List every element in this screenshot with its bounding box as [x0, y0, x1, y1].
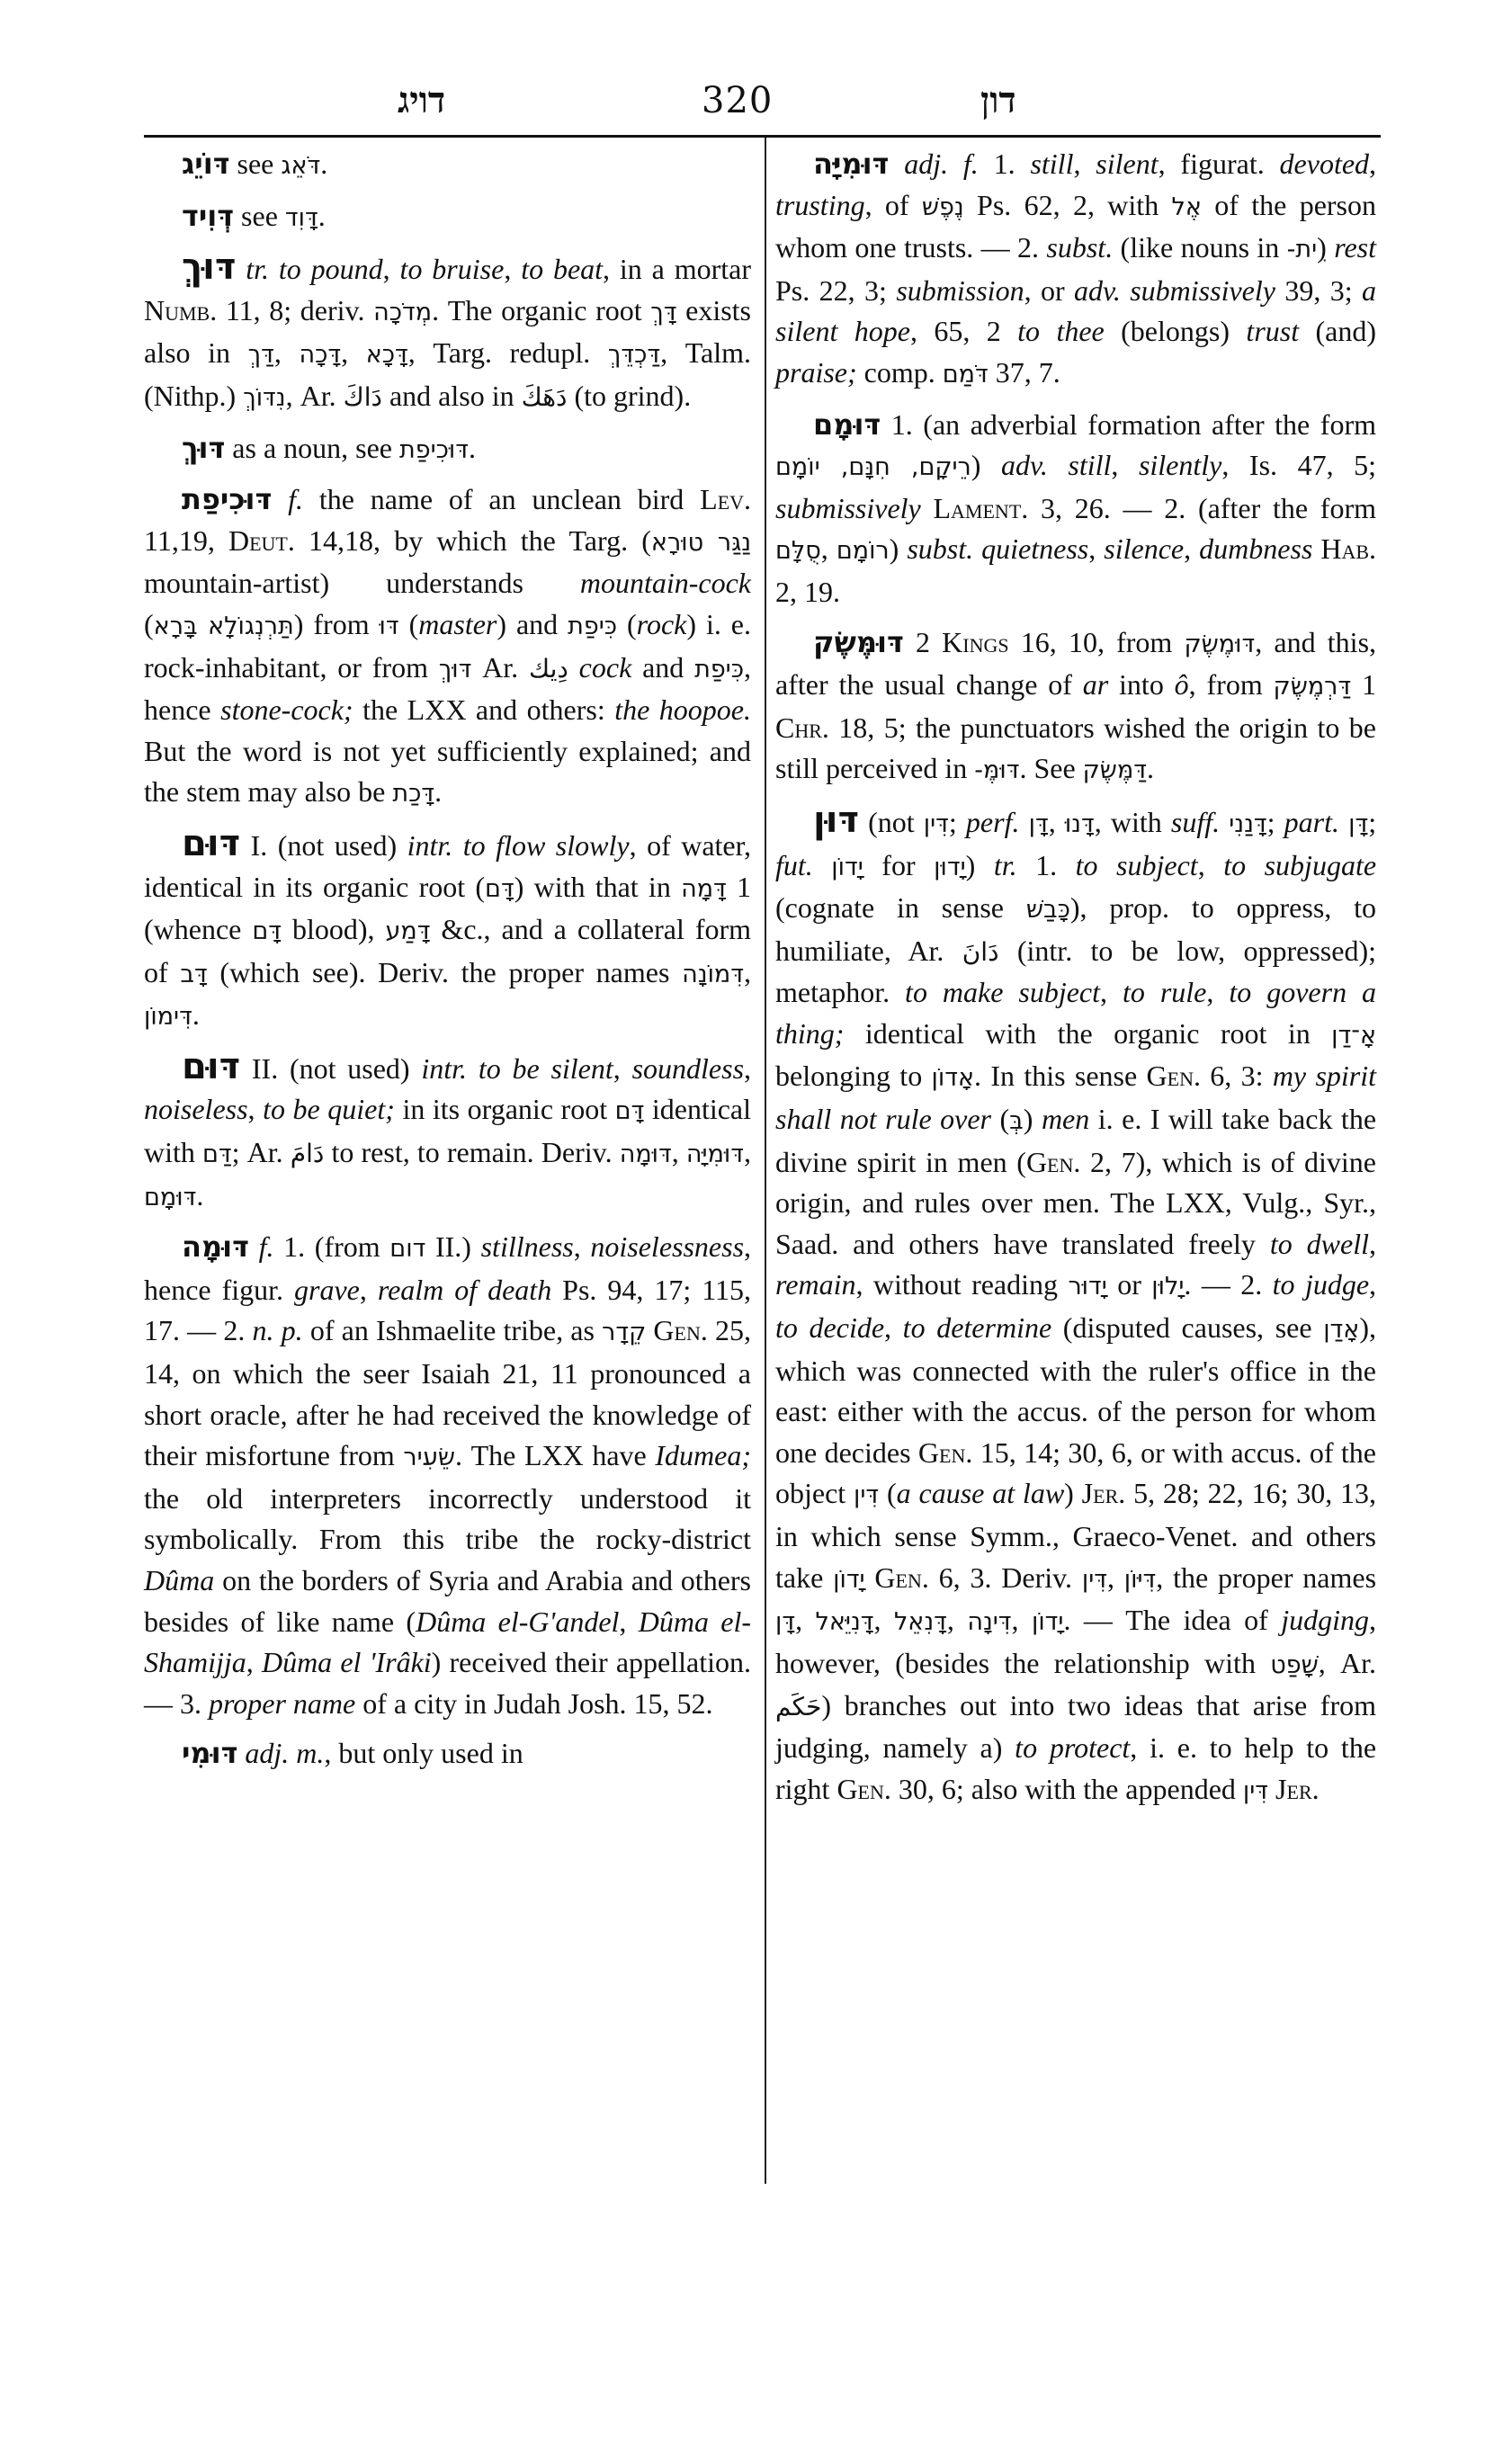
- italic-gloss: trusting: [775, 188, 865, 221]
- italic-gloss: n. p.: [252, 1314, 303, 1347]
- italic-gloss: to decide: [775, 1311, 885, 1345]
- italic-gloss: dumbness: [1199, 532, 1313, 566]
- italic-gloss: rock: [636, 607, 687, 640]
- italic-gloss: Dûma el-G'andel: [416, 1605, 620, 1638]
- hebrew-word: דָּן: [1028, 809, 1049, 838]
- hebrew-word: דַּרְמֶשֶׂק: [1273, 673, 1352, 702]
- entry-headword: דּוּם: [182, 822, 241, 864]
- book-reference: Gen.: [917, 1435, 973, 1469]
- italic-gloss: subst.: [1046, 231, 1114, 264]
- hebrew-word: יָדוֹן: [833, 1565, 865, 1594]
- dictionary-entry: דּוּךְ tr. to pound, to bruise, to beat, in a mortar Numb. 11, 8; deriv. מְדֹכָה. The organic root דָּךְ exists also in דַּךְ, דָּכָה, דָּכָא, Targ. redupl. דַּכְדֵּךְ, Talm. (Nithp.) נִדּוֹךְ, Ar. دَاكَ and also in دَهَكَ (to grind).: [144, 246, 752, 412]
- book-reference: Deut.: [228, 523, 295, 557]
- hebrew-word: יָלוּן: [1151, 1273, 1185, 1301]
- hebrew-word: דּוּמֶּ-: [974, 756, 1020, 785]
- arabic-word: دَامَ: [290, 1139, 325, 1169]
- italic-gloss: subst. quietness: [907, 532, 1089, 566]
- italic-gloss: master: [418, 607, 497, 640]
- hebrew-word: קֵדָר: [602, 1319, 647, 1347]
- italic-gloss: suff.: [1170, 805, 1221, 838]
- italic-gloss: adj. m.: [245, 1737, 325, 1770]
- italic-gloss: tr.: [993, 848, 1017, 881]
- left-column: [144, 144, 751, 1775]
- italic-gloss: adv. submissively: [1074, 273, 1275, 307]
- hebrew-word: ִית-: [1286, 236, 1318, 264]
- hebrew-word: דִּין: [1242, 1776, 1269, 1805]
- book-reference: Hab.: [1320, 532, 1377, 566]
- arabic-word: دَاكَ: [343, 381, 382, 412]
- hebrew-word: דָּם: [252, 917, 282, 946]
- running-head: [135, 74, 1385, 128]
- italic-gloss: to thee: [1017, 315, 1105, 348]
- arabic-word: حَكَم: [775, 1692, 822, 1722]
- hebrew-word: יָדוּר: [1068, 1273, 1107, 1301]
- hebrew-word: דִּינָה: [967, 1608, 1012, 1637]
- italic-gloss: stone-cock;: [220, 693, 353, 727]
- entry-headword: דּוּכִיפַת: [182, 482, 273, 517]
- hebrew-word: דִּיּוֹן: [1123, 1565, 1157, 1594]
- italic-gloss: fut.: [775, 848, 813, 881]
- hebrew-word: דָּנַנִי: [1229, 809, 1267, 838]
- italic-gloss: still: [1030, 148, 1074, 180]
- italic-gloss: to subject: [1075, 848, 1198, 881]
- hebrew-word: דּוּמָה: [619, 1140, 672, 1169]
- hebrew-word: דּוּמִיָּה: [685, 1140, 745, 1169]
- hebrew-word: דָּוִד: [284, 203, 318, 232]
- hebrew-word: דּוּךְ: [438, 655, 472, 684]
- book-reference: Chr.: [775, 711, 829, 744]
- hebrew-word: יָדוּן: [934, 853, 966, 881]
- hebrew-word: אָ־דַן: [1331, 1021, 1376, 1050]
- hebrew-word: דֹּאֵג: [281, 152, 321, 180]
- italic-gloss: to dwell: [1269, 1227, 1370, 1260]
- italic-gloss: adv. still: [1001, 449, 1112, 482]
- italic-gloss: submissively: [775, 491, 921, 524]
- hebrew-word: כִּיפַת: [568, 612, 618, 640]
- hebrew-word: דּוּכִיפַת: [399, 435, 470, 464]
- book-reference: Gen.: [837, 1772, 891, 1805]
- entry-headword: דּוּמִי: [182, 1736, 238, 1771]
- book-reference: Gen.: [1146, 1060, 1201, 1093]
- book-reference: Jer.: [1081, 1477, 1126, 1510]
- hebrew-word: יָדוֹן: [1031, 1608, 1064, 1637]
- hebrew-word: דָּכָה: [299, 341, 342, 370]
- italic-gloss: trust: [1246, 315, 1300, 348]
- italic-gloss: submission: [896, 273, 1024, 307]
- entry-headword: דּוּךְ: [182, 430, 226, 465]
- hebrew-word: דַּמֶּשֶׂק: [1082, 756, 1148, 785]
- hebrew-word: כָּבַשׁ: [1025, 896, 1070, 925]
- arabic-word: دَانَ: [962, 936, 999, 967]
- italic-gloss: f.: [288, 483, 303, 516]
- entry-headword: דּוֹיֵג: [182, 147, 230, 181]
- hebrew-word: דִּמוֹנָה: [682, 960, 745, 988]
- hebrew-word: דּוּמֶשֶׂק: [1184, 630, 1256, 658]
- hebrew-word: דִּין: [854, 1481, 880, 1510]
- running-head-right-word: דון: [980, 79, 1016, 121]
- italic-gloss: to protect: [1015, 1730, 1131, 1764]
- hebrew-word: דָּם: [485, 874, 514, 903]
- hebrew-word: סֻלָּם: [775, 537, 821, 566]
- hebrew-word: רֵיקָם, חִנָּם, יוֹמָם: [775, 453, 971, 482]
- italic-gloss: Dûma: [144, 1564, 215, 1596]
- dictionary-entry: דּוֹיֵג see דֹּאֵג.: [182, 147, 328, 181]
- italic-gloss: proper name: [209, 1686, 356, 1720]
- hebrew-word: אָדוֹן: [931, 1064, 975, 1093]
- right-column: [775, 144, 1376, 1811]
- dictionary-entry: דּוּמִי adj. m., but only used in: [182, 1736, 523, 1771]
- arabic-word: دِيك: [528, 653, 568, 684]
- hebrew-word: דָּם: [614, 1097, 645, 1126]
- italic-gloss: part.: [1284, 805, 1339, 838]
- dictionary-entry: דּוּם II. (not used) intr. to be silent, soundless, noiseless, to be quiet; in its organic root דָּם identical with דַּם; Ar. دَامَ to rest, to remain. Deriv. דּוּמָה, דּוּמִיָּה, דּוּמָם.: [144, 1045, 752, 1212]
- hebrew-word: אָדַן: [1323, 1316, 1360, 1345]
- hebrew-word: דֹּמַם: [942, 360, 989, 389]
- hebrew-word: דִּין: [923, 809, 949, 838]
- italic-gloss: a cause at law: [896, 1477, 1065, 1510]
- arabic-word: دَهَكَ: [521, 381, 568, 412]
- entry-headword: דּוּן: [813, 799, 859, 841]
- dictionary-entry: דּוּמֶּשֶׂק 2 Kings 16, 10, from דּוּמֶשֶׂק, and this, after the usual change of ar into ô, from דַּרְמֶשֶׂק 1 Chr. 18, 5; the punctuators wished the origin to be still perceived in דּוּמֶּ-. See דַּמֶּשֶׂק.: [775, 624, 1377, 785]
- entry-headword: דּוּמָה: [182, 1229, 249, 1265]
- hebrew-word: דַּם: [202, 1140, 232, 1169]
- italic-gloss: silence: [1104, 532, 1185, 566]
- italic-gloss: tr. to pound: [246, 253, 383, 286]
- italic-gloss: f.: [258, 1230, 274, 1264]
- hebrew-word: דָּנִאֵל: [893, 1608, 947, 1637]
- book-reference: Gen.: [874, 1560, 929, 1594]
- italic-gloss: ar: [1082, 668, 1109, 702]
- dictionary-entry: דּוּמָם 1. (an adverbial formation after the form רֵיקָם, חִנָּם, יוֹמָם) adv. still, silently, Is. 47, 5; submissively Lament. 3, 26. — 2. (after the form סֻלָּם, רוֹמָם) subst. quietness, silence, dumbness Hab. 2, 19.: [775, 407, 1377, 608]
- italic-gloss: realm of death: [377, 1273, 552, 1306]
- hebrew-word: בְּ: [1009, 1107, 1024, 1136]
- hebrew-word: יָדוֹן: [831, 853, 863, 881]
- italic-gloss: stillness: [480, 1230, 574, 1264]
- hebrew-word: שֵׂעִיר: [403, 1444, 455, 1472]
- book-reference: Gen.: [653, 1314, 708, 1347]
- dictionary-entry: דּוּמָה f. 1. (from דום II.) stillness, noiselessness, hence figur. grave, realm of death Ps. 94, 17; 115, 17. — 2. n. p. of an Ishmaelite tribe, as קֵדָר Gen. 25, 14, on which the seer Isaiah 21, 11 pronounced a short oracle, after he had received the knowledge of their misfortune from שֵׂעִיר. The LXX have Idumea; the old interpreters incorrectly understood it symbolically. From this tribe the rocky-district Dûma on the borders of Syria and Arabia and others besides of like name (Dûma el-G'andel, Dûma el-Shamijja, Dûma el 'Irâki) received their appellation. — 3. proper name of a city in Judah Josh. 15, 52.: [144, 1229, 752, 1720]
- italic-gloss: perf.: [965, 805, 1020, 838]
- italic-gloss: cock: [578, 650, 632, 684]
- italic-gloss: judging: [1281, 1604, 1370, 1637]
- italic-gloss: to determine: [902, 1311, 1052, 1345]
- hebrew-word: תַּרְנְגוֹלָא בָּרָא: [153, 612, 294, 640]
- hebrew-word: דום: [389, 1235, 426, 1264]
- italic-gloss: noiseless: [144, 1093, 248, 1126]
- italic-gloss: to rule: [1122, 976, 1207, 1009]
- italic-gloss: praise;: [775, 355, 857, 389]
- hebrew-word: דָּךְ: [650, 298, 677, 326]
- hebrew-word: דָּמַע: [385, 917, 431, 946]
- hebrew-word: אֶל: [1171, 192, 1202, 221]
- italic-gloss: to beat: [521, 253, 604, 286]
- dictionary-entry: דּוּךְ as a noun, see דּוּכִיפַת.: [182, 430, 477, 465]
- entry-headword: דּוּמִיָּה: [813, 147, 890, 181]
- italic-gloss: Idumea;: [655, 1439, 752, 1472]
- hebrew-word: דַּכְדֵּךְ: [607, 341, 661, 370]
- hebrew-word: נִדּוֹךְ: [243, 383, 286, 412]
- running-head-left-word: דויג: [398, 79, 446, 121]
- hebrew-word: דָּמָה: [681, 874, 727, 903]
- hebrew-word: שָׁפַט: [1270, 1650, 1319, 1679]
- hebrew-word: רוֹמָם: [836, 537, 890, 566]
- italic-gloss: my spirit shall not rule over: [775, 1060, 1377, 1136]
- italic-gloss: silent: [1096, 148, 1159, 180]
- italic-gloss: rest: [1334, 231, 1377, 264]
- entry-headword: דּוּמָם: [813, 407, 881, 442]
- book-reference: Gen.: [1025, 1145, 1081, 1178]
- italic-gloss: to judge: [1272, 1268, 1370, 1301]
- italic-gloss: noiselessness: [590, 1230, 745, 1264]
- italic-gloss: mountain-cock: [579, 567, 751, 600]
- hebrew-word: דָּכַת: [392, 780, 435, 809]
- italic-gloss: remain: [775, 1268, 856, 1301]
- italic-gloss: the hoopoe.: [614, 693, 752, 727]
- hebrew-word: דִּין: [1081, 1565, 1107, 1594]
- hebrew-word: דָּנִיֵּאל: [815, 1608, 874, 1637]
- dictionary-entry: דְּוִיד see דָּוִד.: [182, 198, 326, 233]
- italic-gloss: silently: [1138, 449, 1222, 482]
- hebrew-word: דּוּ: [379, 612, 399, 640]
- book-reference: Kings: [942, 625, 1009, 658]
- hebrew-word: מְדֹכָה: [373, 298, 433, 326]
- italic-gloss: to be quiet;: [263, 1093, 395, 1126]
- dictionary-entry: דּוּמִיָּה adj. f. 1. still, silent, figurat. devoted, trusting, of נֶפֶשׁ Ps. 62, 2, with אֶל of the person whom one trusts. — 2. subst. (like nouns in ִית-) rest Ps. 22, 3; submission, or adv. submissively 39, 3; a silent hope, 65, 2 to thee (belongs) trust (and) praise; comp. דֹּמַם 37, 7.: [775, 147, 1377, 389]
- italic-gloss: grave: [293, 1273, 360, 1306]
- entry-headword: דּוּם: [182, 1045, 241, 1087]
- hebrew-word: דִּימוֹן: [144, 1003, 192, 1032]
- book-reference: Jer.: [1275, 1772, 1320, 1805]
- italic-gloss: soundless: [631, 1051, 745, 1085]
- italic-gloss: intr. to flow slowly: [407, 828, 630, 862]
- hebrew-word: דָּב: [180, 960, 208, 988]
- italic-gloss: adj. f.: [904, 148, 979, 180]
- italic-gloss: intr. to be silent: [421, 1051, 613, 1085]
- column-divider: [765, 138, 766, 2184]
- italic-gloss: men: [1041, 1103, 1090, 1136]
- hebrew-word: כִּיפַת: [694, 655, 745, 684]
- italic-gloss: to subjugate: [1223, 848, 1377, 881]
- hebrew-word: דָּנוּ: [1064, 809, 1095, 838]
- dictionary-entry: דּוּם I. (not used) intr. to flow slowly, of water, identical in its organic root (דָּם) with that in דָּמָה 1 (whence דָּם blood), דָּמַע &c., and a collateral form of דָּב (which see). Deriv. the proper names דִּמוֹנָה, דִּימוֹן.: [144, 822, 752, 1032]
- hebrew-word: נֶפֶשׁ: [921, 192, 964, 221]
- italic-gloss: to bruise: [399, 253, 505, 286]
- italic-gloss: a silent hope: [775, 273, 1377, 348]
- hebrew-word: דָּן: [1348, 809, 1369, 838]
- hebrew-word: דָּן: [775, 1608, 796, 1637]
- hebrew-word: דָּכָא: [365, 341, 408, 370]
- italic-gloss: Dûma el-Shamijja: [144, 1605, 752, 1679]
- entry-headword: דְּוִיד: [182, 198, 235, 233]
- italic-gloss: ô: [1174, 668, 1189, 702]
- header-rule: [144, 135, 1381, 138]
- dictionary-entry: דּוּן (not דִּין; perf. דָּן, דָּנוּ, with suff. דָּנַנִי; part. דָּן; fut. יָדוֹן for יָדוּן) tr. 1. to subject, to subjugate (cognate in sense כָּבַשׁ), prop. to oppress, to humiliate, Ar. دَانَ (intr. to be low, oppressed); metaphor. to make subject, to rule, to govern a thing; identical with the organic root in אָ־דַן belonging to אָדוֹן. In this sense Gen. 6, 3: my spirit shall not rule over (בְּ) men i. e. I will take back the divine spirit in men (Gen. 2, 7), which is of divine origin, and rules over men. The LXX, Vulg., Syr., Saad. and others have translated freely to dwell, remain, without reading יָדוּר or יָלוּן. — 2. to judge, to decide, to determine (disputed causes, see אָדַן), which was connected with the ruler's office in the east: either with the accus. of the person for whom one decides Gen. 15, 14; 30, 6, or with accus. of the object דִּין (a cause at law) Jer. 5, 28; 22, 16; 30, 13, in which sense Symm., Graeco-Venet. and others take יָדוֹן Gen. 6, 3. Deriv. דִּין, דִּיּוֹן, the proper names דָּן, דָּנִיֵּאל, דָּנִאֵל, דִּינָה, יָדוֹן. — The idea of judging, however, (besides the relationship with שָׁפַט, Ar. حَكَم) branches out into two ideas that arise from judging, namely a) to protect, i. e. to help to the right Gen. 30, 6; also with the appended דִּין Jer.: [775, 799, 1377, 1805]
- book-reference: Lament.: [933, 491, 1029, 524]
- book-reference: Numb.: [144, 293, 218, 326]
- book-reference: Lev.: [700, 483, 752, 516]
- hebrew-word: דּוּמָם: [144, 1183, 197, 1212]
- entry-headword: דּוּמֶּשֶׂק: [813, 624, 904, 659]
- hebrew-word: דַּךְ: [247, 341, 274, 370]
- italic-gloss: to make subject: [905, 976, 1101, 1009]
- entry-headword: דּוּךְ: [182, 246, 237, 289]
- italic-gloss: Dûma el 'Irâki: [261, 1646, 432, 1679]
- italic-gloss: to govern a thing;: [775, 976, 1377, 1050]
- dictionary-entry: דּוּכִיפַת f. the name of an unclean bird Lev. 11,19, Deut. 14,18, by which the Targ. (נַגַּר טוּרָא mountain-artist) understands mountain-cock (תַּרְנְגוֹלָא בָּרָא) from דּוּ (master) and כִּיפַת (rock) i. e. rock-inhabitant, or from דּוּךְ Ar. دِيك cock and כִּיפַת, hence stone-cock; the LXX and others: the hoopoe. But the word is not yet sufficiently explained; and the stem may also be דָּכַת.: [144, 482, 752, 809]
- hebrew-word: נַגַּר טוּרָא: [650, 528, 752, 557]
- page-number: 320: [702, 80, 774, 121]
- italic-gloss: devoted: [1279, 148, 1370, 180]
